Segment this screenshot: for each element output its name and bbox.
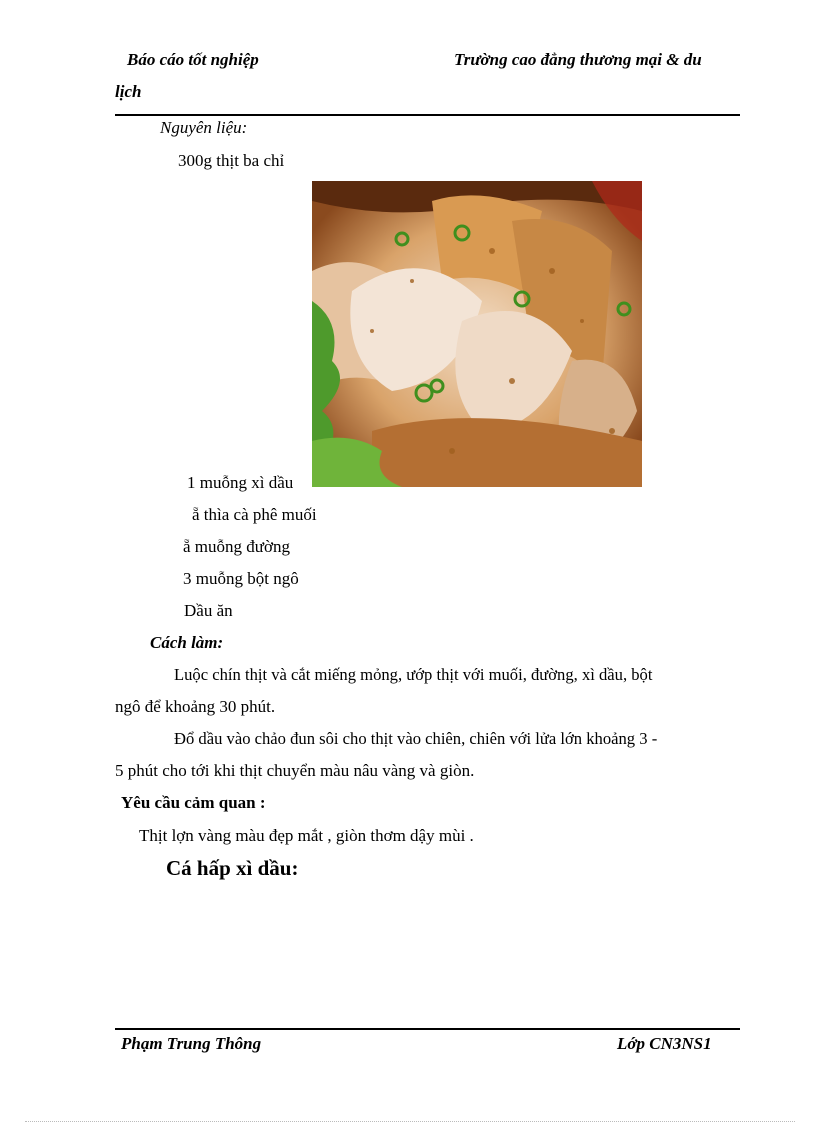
footer-author: Phạm Trung Thông — [121, 1034, 262, 1053]
method-paragraph-2-line-2: 5 phút cho tới khi thịt chuyển màu nâu vàng và giòn. — [115, 761, 475, 780]
page-bottom-edge — [25, 1121, 795, 1122]
method-paragraph-1-line-1: Luộc chín thịt và cắt miếng mỏng, ướp thịt với muối, đường, xì dầu, bột — [174, 665, 653, 684]
method-title: Cách làm: — [150, 633, 224, 652]
sensory-title: Yêu cầu cảm quan : — [121, 793, 266, 812]
header-continuation: lịch — [115, 82, 142, 101]
footer-class: Lớp CN3NS1 — [617, 1034, 712, 1053]
ingredient-item-6: Dầu ăn — [184, 601, 233, 620]
ingredient-item-3: ẵ thìa cà phê muối — [192, 505, 317, 524]
ingredient-item-4: ẵ muỗng đường — [183, 537, 290, 556]
ingredient-item-2: 1 muỗng xì dầu — [187, 473, 294, 492]
crispy-pork-photo — [312, 181, 642, 487]
footer-rule — [115, 1028, 740, 1030]
header-right: Trường cao đẳng thương mại & du — [454, 50, 702, 69]
sensory-text: Thịt lợn vàng màu đẹp mắt , giòn thơm dậy mùi . — [139, 826, 474, 845]
ingredient-item-1: 300g thịt ba chỉ — [178, 151, 285, 170]
ingredient-item-5: 3 muỗng bột ngô — [183, 569, 299, 588]
method-paragraph-2-line-1: Đổ dầu vào chảo đun sôi cho thịt vào chiên, chiên với lửa lớn khoảng 3 - — [174, 729, 658, 748]
header-left: Báo cáo tốt nghiệp — [127, 50, 259, 69]
next-section-heading: Cá hấp xì dầu: — [166, 856, 299, 880]
ingredients-title: Nguyên liệu: — [160, 118, 248, 137]
header-rule — [115, 114, 740, 116]
method-paragraph-1-line-2: ngô để khoảng 30 phút. — [115, 697, 276, 716]
